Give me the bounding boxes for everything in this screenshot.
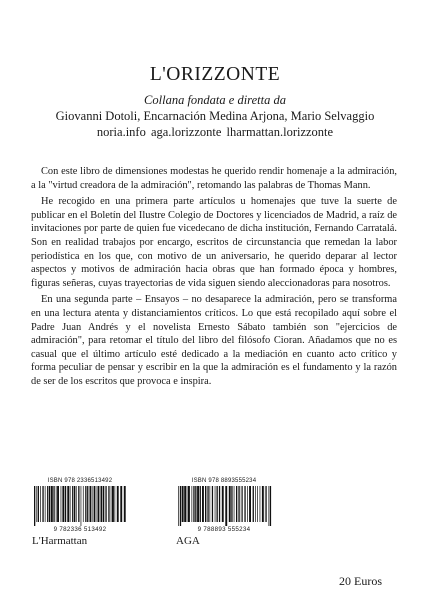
series-title: L'ORIZZONTE <box>149 64 281 85</box>
series-links: noria.info aga.lorizzonte lharmattan.lorizzonte <box>96 125 334 139</box>
back-cover-text <box>31 165 397 392</box>
isbn-label: ISBN 978 8893555234 <box>191 478 257 484</box>
barcode-digits: 9 788893 555234 <box>197 526 251 533</box>
publisher-name: AGA <box>176 535 200 547</box>
paragraph-2: He recogido en una primera parte artículos u homenajes que tuve la suerte de publicar en el Boletín del Ilustre Colegio de Doctores y licenciados de Madrid, a raíz de invitaciones por parte de quien fue vicedecano de dicha institución, Fernando Carratalá. Son en realidad trabajos por encargo, escritos de circunstancia que remedan la labor periodística en los que, con motivo de un aniversario, he querido deparar al lector aspectos y motivos de admiración hacia obras que han formado época y hombres, figuras señeras, cuyas trayectorias de vida siguen siendo aleccionadoras para nosotros. <box>31 196 397 289</box>
barcode-digits: 9 782336 513492 <box>53 526 107 533</box>
price: 20 Euros <box>339 574 382 588</box>
publisher-name: L'Harmattan <box>32 535 88 547</box>
barcode-image <box>176 486 272 526</box>
series-subtitle: Collana fondata e diretta da <box>144 93 286 107</box>
isbn-label: ISBN 978 2336513492 <box>47 478 113 484</box>
series-header <box>0 64 430 140</box>
series-editors: Giovanni Dotoli, Encarnación Medina Arjona, Mario Selvaggio <box>55 109 375 123</box>
barcode-image <box>32 486 128 526</box>
barcode-area <box>0 477 430 587</box>
paragraph-1: Con este libro de dimensiones modestas he querido rendir homenaje a la admiración, a la "virtud creadora de la admiración", retomando las palabras de Thomas Mann. <box>31 166 397 191</box>
paragraph-3: En una segunda parte – Ensayos – no desaparece la admiración, pero se transforma en una lectura atenta y distanciamientos críticos. Lo que está recopilado aquí sobre el Padre Juan Andrés y el novelista Ernesto Sábato también son "ejercicios de admiración", para retomar el título del libro del filósofo Cioran. Añadamos que no es casual que el último artículo esté dedicado a la mediación en cuanto acto crítico y forma peculiar de pensar y escribir en la que la admiración es el fundamento y la razón de ser de los escritos que provoca e inspira. <box>31 294 397 387</box>
barcode-block-aga <box>176 477 272 548</box>
barcode-block-lharmattan <box>32 477 128 548</box>
